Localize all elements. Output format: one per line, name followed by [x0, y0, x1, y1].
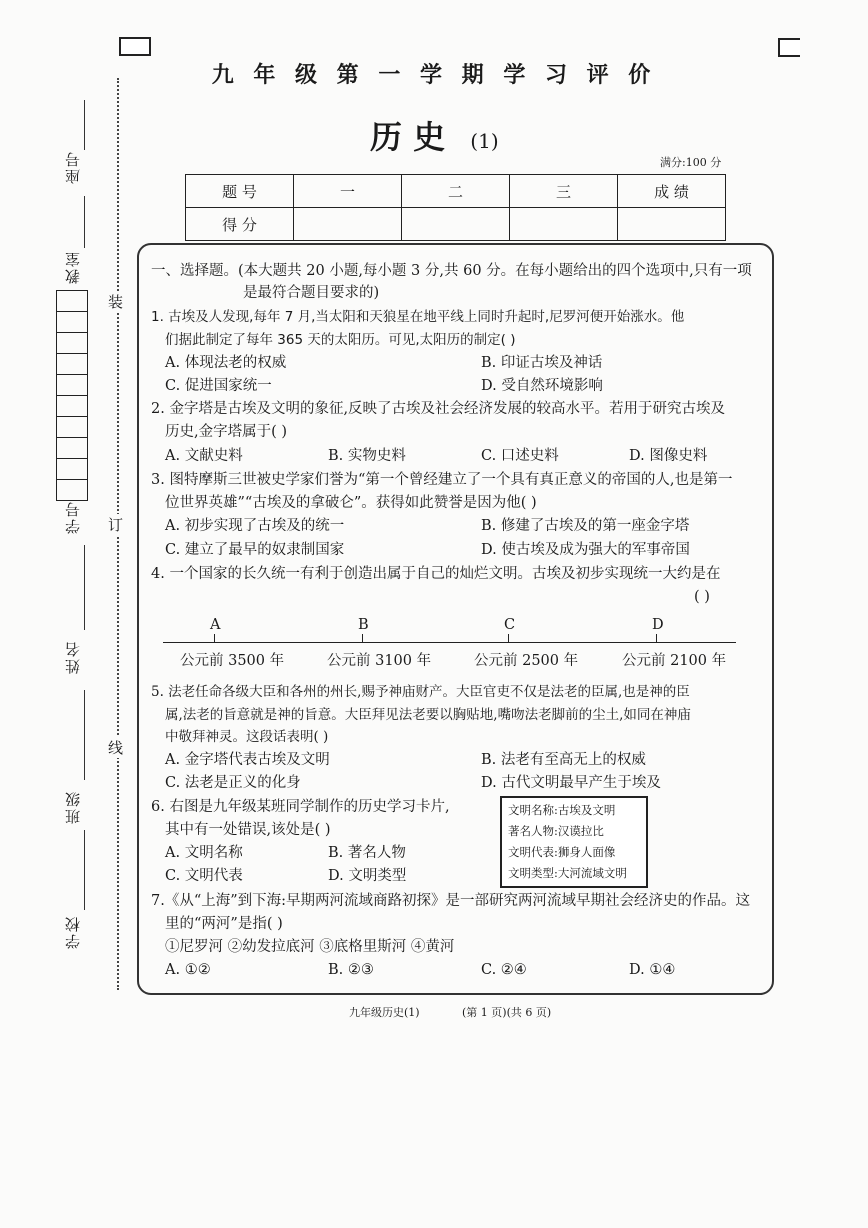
q1-option-a[interactable]: A. 体现法老的权威	[165, 355, 287, 371]
q4-timeline-label-a: 公元前 3500 年	[180, 653, 285, 669]
q6-study-card	[500, 796, 648, 888]
q3-option-c[interactable]: C. 建立了最早的奴隶制国家	[165, 542, 345, 558]
score-cell[interactable]	[402, 208, 510, 241]
score-cell[interactable]	[618, 208, 726, 241]
q4-timeline-label-b: 公元前 3100 年	[327, 653, 432, 669]
student-id-grid[interactable]	[56, 290, 88, 501]
classroom-label: 教室	[64, 250, 82, 284]
name-line[interactable]	[84, 545, 85, 630]
school-label: 学校	[64, 915, 82, 949]
score-table-header: 三	[510, 175, 618, 208]
q2-stem: 2. 金字塔是古埃及文明的象征,反映了古埃及社会经济发展的较高水平。若用于研究古埃及	[151, 401, 726, 417]
q4-tick-b	[362, 634, 363, 642]
score-table-header: 成 绩	[618, 175, 726, 208]
q7-stem: 7.《从“上海”到下海:早期两河流域商路初探》是一部研究两河流域早期社会经济史的作品。这	[151, 893, 751, 909]
q4-stem: 4. 一个国家的长久统一有利于创造出属于自己的灿烂文明。古埃及初步实现统一大约是在	[151, 566, 721, 582]
q4-timeline-letter-b[interactable]: B	[358, 617, 369, 633]
seat-number-label: 座号	[64, 150, 82, 184]
q4-timeline-letter-a[interactable]: A	[210, 617, 221, 633]
footer-subject: 九年级历史(1)	[349, 1006, 420, 1019]
score-table-header: 题 号	[186, 175, 294, 208]
subject-title	[370, 112, 499, 158]
section-heading: 一、选择题。(本大题共 20 小题,每小题 3 分,共 60 分。在每小题给出的四个选项中,只有一项	[151, 263, 752, 279]
class-line[interactable]	[84, 690, 85, 780]
score-cell[interactable]	[294, 208, 402, 241]
footer-page-info: (第 1 页)(共 6 页)	[462, 1006, 552, 1019]
q4-timeline-letter-d[interactable]: D	[652, 617, 664, 633]
q5-stem-cont1: 属,法老的旨意就是神的旨意。大臣拜见法老要以胸贴地,嘴吻法老脚前的尘土,如同在神庙	[165, 707, 691, 723]
q1-option-b[interactable]: B. 印证古埃及神话	[481, 355, 603, 371]
student-id-label: 学号	[64, 500, 82, 534]
binding-char-zhuang: 装	[108, 293, 124, 311]
corner-mark-right	[778, 38, 800, 57]
q1-stem-cont: 们据此制定了每年 365 天的太阳历。可见,太阳历的制定( )	[165, 332, 516, 348]
subject-volume: (1)	[470, 129, 499, 153]
q7-option-a[interactable]: A. ①②	[165, 962, 211, 978]
q4-answer-bracket[interactable]: ( )	[694, 589, 710, 605]
q7-items: ①尼罗河 ②幼发拉底河 ③底格里斯河 ④黄河	[165, 939, 455, 955]
q3-option-b[interactable]: B. 修建了古埃及的第一座金字塔	[481, 518, 690, 534]
score-table-header: 一	[294, 175, 402, 208]
class-label: 班级	[64, 790, 82, 824]
q2-option-a[interactable]: A. 文献史料	[165, 448, 243, 464]
classroom-line[interactable]	[84, 196, 85, 248]
section-heading-cont: 是最符合题目要求的)	[243, 285, 380, 301]
score-row-label: 得 分	[186, 208, 294, 241]
q5-option-a[interactable]: A. 金字塔代表古埃及文明	[165, 752, 330, 768]
school-line[interactable]	[84, 830, 85, 910]
q4-timeline-axis	[163, 642, 736, 643]
q7-option-d[interactable]: D. ①④	[629, 962, 676, 978]
score-cell[interactable]	[510, 208, 618, 241]
seat-number-line[interactable]	[84, 100, 85, 150]
q5-stem: 5. 法老任命各级大臣和各州的州长,赐予神庙财产。大臣官吏不仅是法老的臣属,也是神的臣	[151, 684, 690, 700]
name-label: 姓名	[64, 640, 82, 674]
exam-title: 九 年 级 第 一 学 期 学 习 评 价	[211, 62, 657, 88]
q5-option-b[interactable]: B. 法老有至高无上的权威	[481, 752, 646, 768]
q6-option-a[interactable]: A. 文明名称	[165, 845, 243, 861]
q3-option-d[interactable]: D. 使古埃及成为强大的军事帝国	[481, 542, 690, 558]
q7-stem-cont: 里的“两河”是指( )	[165, 916, 283, 932]
q5-option-d[interactable]: D. 古代文明最早产生于埃及	[481, 775, 661, 791]
card-famous-person: 著名人物:汉谟拉比	[508, 824, 604, 838]
q4-tick-d	[656, 634, 657, 642]
q1-option-d[interactable]: D. 受自然环境影响	[481, 378, 603, 394]
q2-stem-cont: 历史,金字塔属于( )	[165, 424, 288, 440]
q6-stem: 6. 右图是九年级某班同学制作的历史学习卡片,	[151, 799, 450, 815]
q3-stem-cont: 位世界英雄”“古埃及的拿破仑”。获得如此赞誉是因为他( )	[165, 495, 537, 511]
q5-option-c[interactable]: C. 法老是正义的化身	[165, 775, 301, 791]
q6-option-c[interactable]: C. 文明代表	[165, 868, 243, 884]
q4-tick-c	[508, 634, 509, 642]
q4-tick-a	[214, 634, 215, 642]
score-table-header: 二	[402, 175, 510, 208]
binding-char-ding: 订	[108, 516, 124, 534]
q6-option-b[interactable]: B. 著名人物	[328, 845, 406, 861]
q2-option-d[interactable]: D. 图像史料	[629, 448, 708, 464]
card-civ-representative: 文明代表:狮身人面像	[508, 845, 616, 859]
score-table	[185, 174, 726, 241]
q6-option-d[interactable]: D. 文明类型	[328, 868, 407, 884]
q3-option-a[interactable]: A. 初步实现了古埃及的统一	[165, 518, 345, 534]
q4-timeline-letter-c[interactable]: C	[504, 617, 516, 633]
q2-option-c[interactable]: C. 口述史料	[481, 448, 559, 464]
q7-option-b[interactable]: B. ②③	[328, 962, 374, 978]
card-civ-name: 文明名称:古埃及文明	[508, 803, 616, 817]
q3-stem: 3. 图特摩斯三世被史学家们誉为“第一个曾经建立了一个具有真正意义的帝国的人,也是第一	[151, 472, 733, 488]
q7-option-c[interactable]: C. ②④	[481, 962, 527, 978]
q2-option-b[interactable]: B. 实物史料	[328, 448, 406, 464]
q4-timeline-label-c: 公元前 2500 年	[474, 653, 579, 669]
card-civ-type: 文明类型:大河流域文明	[508, 866, 627, 880]
corner-mark-left	[119, 37, 151, 56]
q4-timeline-label-d: 公元前 2100 年	[622, 653, 727, 669]
full-score: 满分:100 分	[660, 156, 722, 169]
q1-option-c[interactable]: C. 促进国家统一	[165, 378, 272, 394]
binding-char-xian: 线	[108, 739, 124, 757]
q5-stem-cont2: 中敬拜神灵。这段话表明( )	[165, 729, 329, 745]
subject-name: 历 史	[370, 118, 446, 156]
q6-stem-cont: 其中有一处错误,该处是( )	[165, 822, 331, 838]
q1-stem: 1. 古埃及人发现,每年 7 月,当太阳和天狼星在地平线上同时升起时,尼罗河便开始涨水。他	[151, 309, 685, 325]
